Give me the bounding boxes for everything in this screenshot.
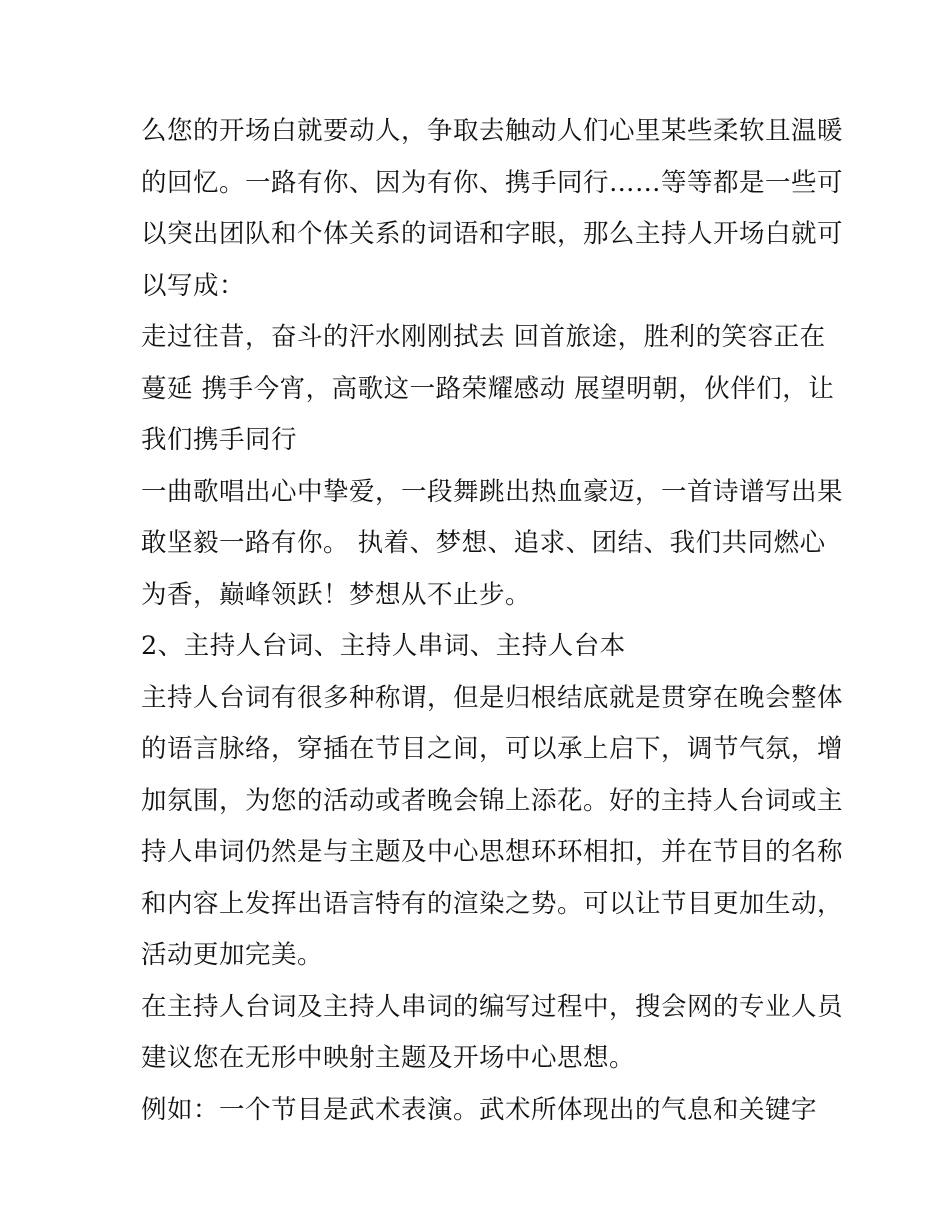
text-line: 敢坚毅一路有你。 执着、梦想、追求、团结、我们共同燃心 <box>141 528 826 558</box>
text-line: 主持人台词有很多种称谓，但是归根结底就是贯穿在晚会整体 <box>141 682 844 713</box>
text-line: 在主持人台词及主持人串词的编写过程中，搜会网的专业人员 <box>141 991 844 1022</box>
text-line: 和内容上发挥出语言特有的渲染之势。可以让节目更加生动， <box>141 888 844 919</box>
text-line: 以突出团队和个体关系的词语和字眼，那么主持人开场白就可 <box>141 219 844 249</box>
text-line: 加氛围，为您的活动或者晚会锦上添花。好的主持人台词或主 <box>141 785 844 816</box>
text-line: 的回忆。一路有你、因为有你、携手同行……等等都是一些可 <box>141 167 844 198</box>
section-heading: 2、主持人台词、主持人串词、主持人台本 <box>141 631 626 661</box>
text-line: 以写成： <box>141 270 246 301</box>
text-line: 么您的开场白就要动人，争取去触动人们心里某些柔软且温暖 <box>141 116 844 146</box>
text-line: 为香，巅峰领跃！梦想从不止步。 <box>141 579 532 610</box>
text-line: 蔓延 携手今宵，高歌这一路荣耀感动 展望明朝，伙伴们，让 <box>141 373 835 404</box>
text-line: 的语言脉络，穿插在节目之间，可以承上启下，调节气氛，增 <box>141 734 844 764</box>
text-line: 例如：一个节目是武术表演。武术所体现出的气息和关键字 <box>141 1094 818 1125</box>
text-line: 走过往昔，奋斗的汗水刚刚拭去 回首旅途，胜利的笑容正在 <box>141 322 826 352</box>
text-line: 我们携手同行 <box>141 425 298 455</box>
document-body <box>141 106 844 1136</box>
text-line: 活动更加完美。 <box>141 940 324 970</box>
text-line: 一曲歌唱出心中挚爱，一段舞跳出热血豪迈，一首诗谱写出果 <box>141 476 844 507</box>
text-line: 持人串词仍然是与主题及中心思想环环相扣，并在节目的名称 <box>141 837 844 867</box>
text-line: 建议您在无形中映射主题及开场中心思想。 <box>141 1043 636 1073</box>
